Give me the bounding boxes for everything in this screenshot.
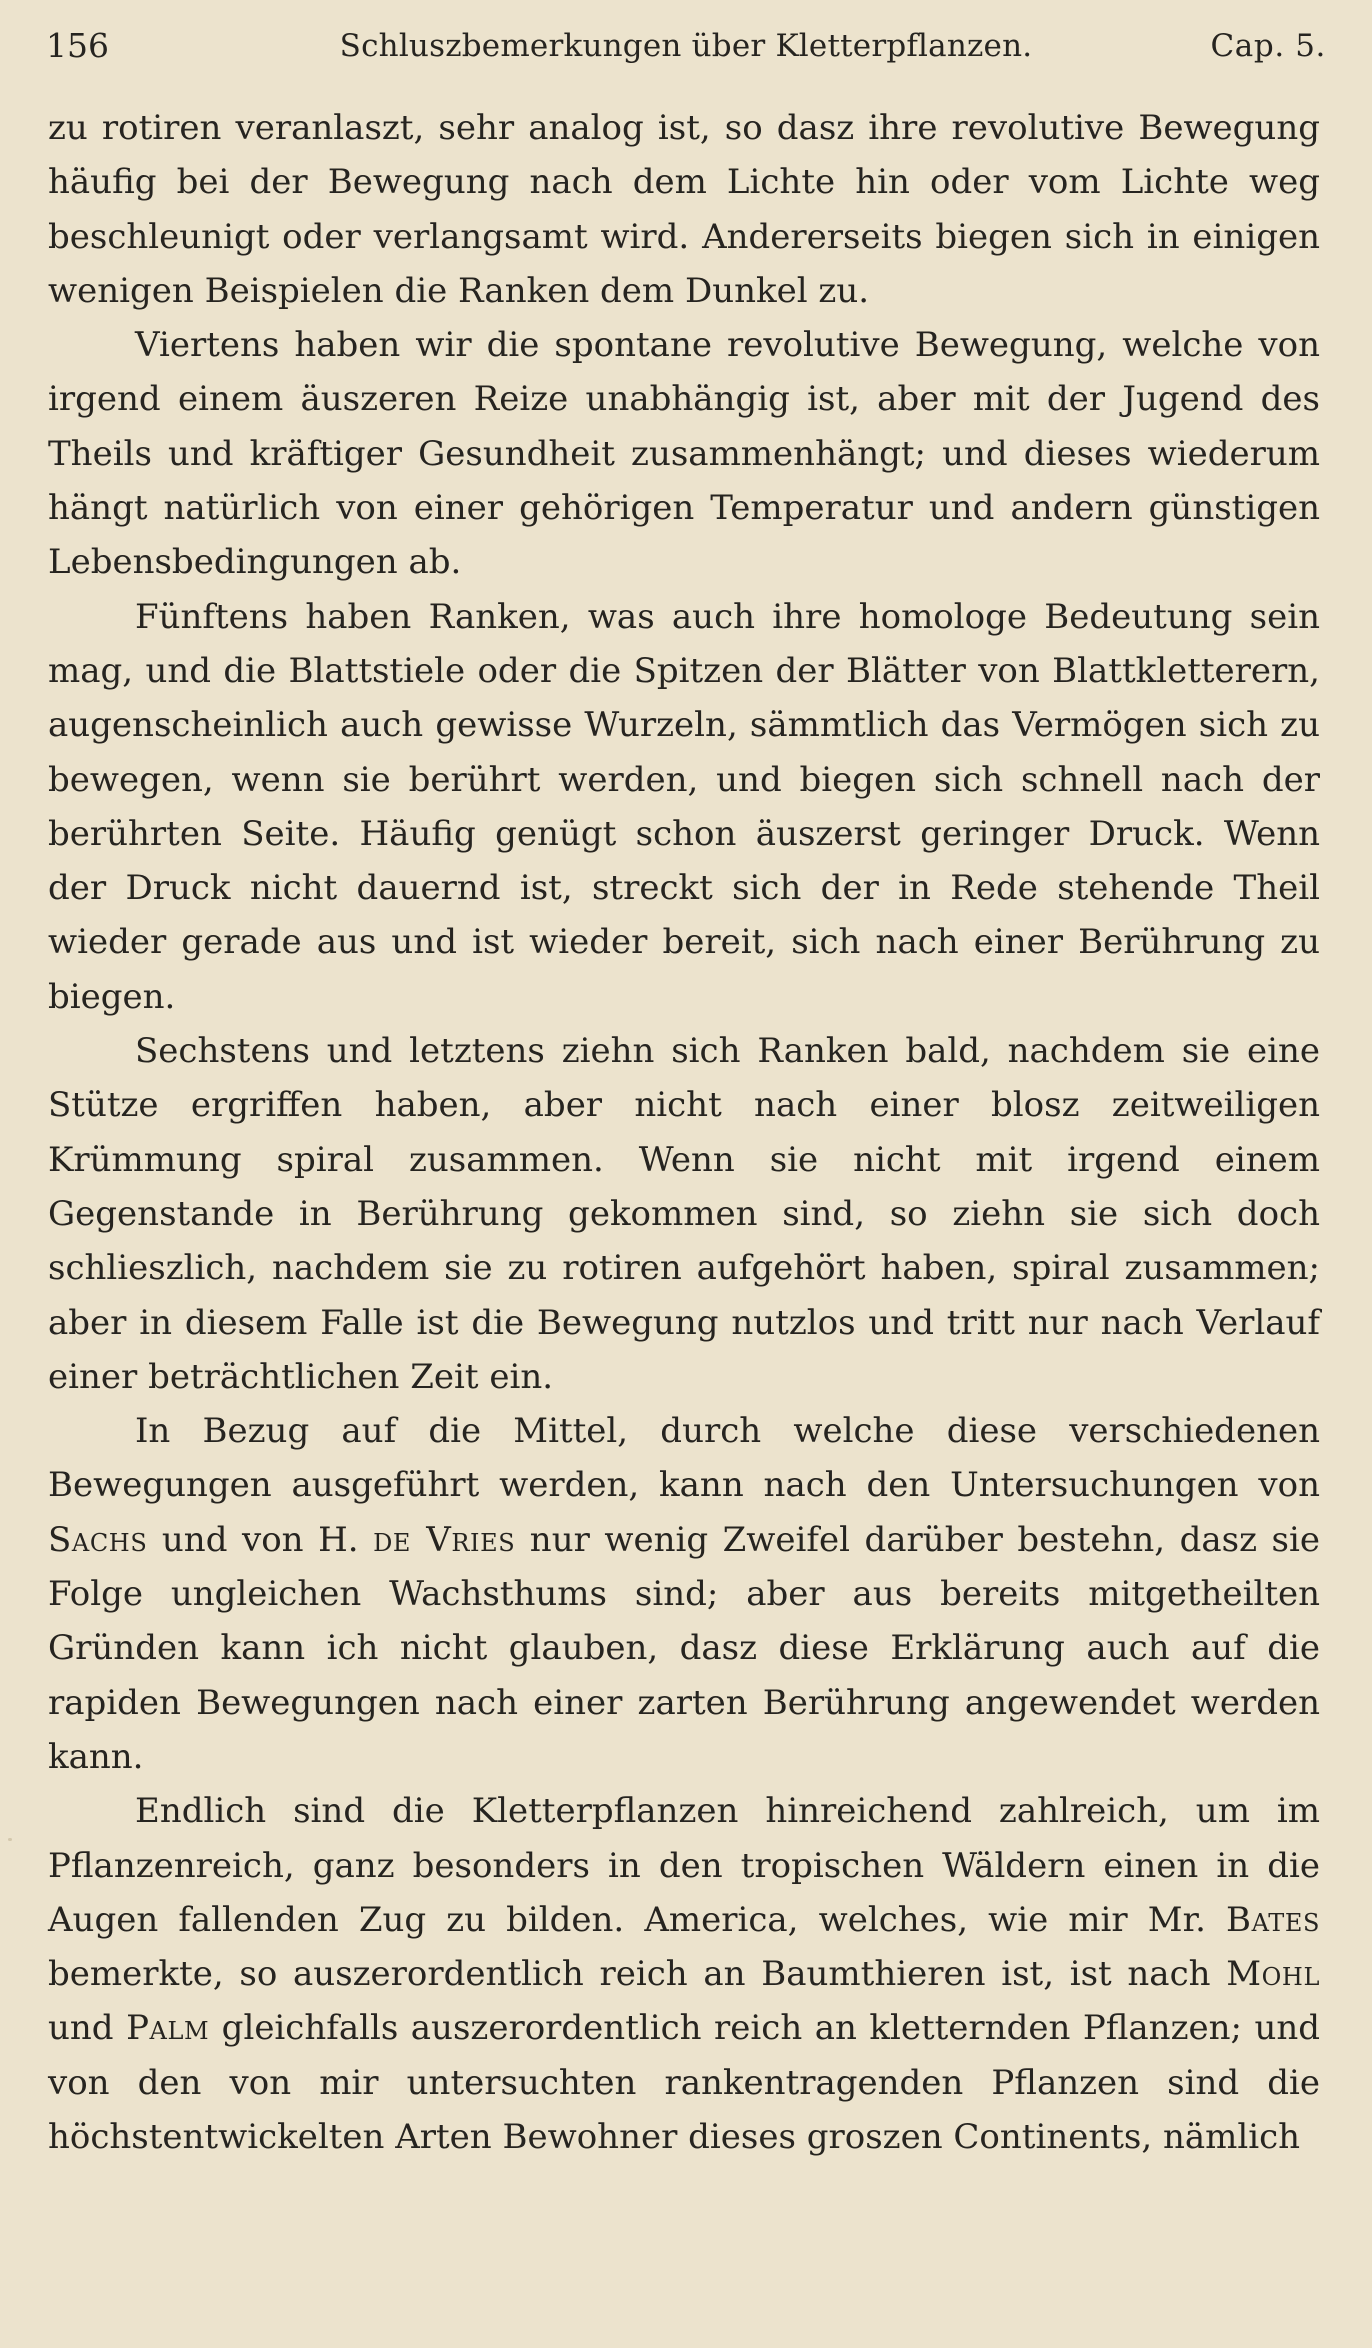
paragraph-text: Endlich sind die Kletterpflanzen hinreichend zahlreich, um im Pflanzenreich, ganz besonders in den tropischen Wäldern einen in die Augen fallenden Zug zu bilden. America, welches, wie mir Mr.: [48, 1791, 1320, 1940]
paragraph-text: und: [48, 2008, 127, 2049]
paragraph-text: In Bezug auf die Mittel, durch welche diese verschiedenen Bewegungen ausgeführt werden, kann nach den Untersuchungen von: [48, 1411, 1320, 1506]
paragraph-mittel: [48, 1404, 1320, 1784]
paragraph-fuenftens: Fünftens haben Ranken, was auch ihre homologe Bedeutung sein mag, und die Blattstiele oder die Spitzen der Blätter von Blattkletterern, augenscheinlich auch gewisse Wurzeln, sämmtlich das Vermögen sich zu bewegen, wenn sie berührt werden, und biegen sich schnell nach der berührten Seite. Häufig genügt schon äuszerst geringer Druck. Wenn der Druck nicht dauernd ist, streckt sich der in Rede stehende Theil wieder gerade aus und ist wieder bereit, sich nach einer Berührung zu biegen.: [48, 596, 1320, 1017]
running-title: Schluszbemerkungen über Kletterpflanzen.: [339, 28, 1033, 64]
author-name-mohl: Mohl: [1226, 1954, 1320, 1995]
body-text: [48, 101, 1320, 2164]
page-number: 156: [46, 26, 109, 65]
author-name-bates: Bates: [1226, 1899, 1320, 1940]
chapter-label: Cap. 5.: [1210, 28, 1326, 64]
paragraph-continuation: zu rotiren veranlaszt, sehr analog ist, so dasz ihre revolutive Bewegung häufig bei der Bewegung nach dem Lichte hin oder vom Lichte weg beschleunigt oder verlangsamt wird. Andererseits biegen sich in einigen wenigen Beispielen die Ranken dem Dunkel zu.: [48, 108, 1320, 311]
author-name-palm: Palm: [126, 2008, 210, 2049]
author-name-sachs: Sachs: [48, 1519, 148, 1560]
author-name-de-vries: de Vries: [373, 1519, 516, 1560]
paragraph-text: nur wenig Zweifel darüber bestehn, dasz sie Folge ungleichen Wachsthums sind; aber aus bereits mitgetheilten Gründen kann ich nicht glauben, dasz diese Erklärung auch auf die rapiden Bewegungen nach einer zarten Berührung angewendet werden kann.: [48, 1519, 1320, 1777]
paragraph-viertens: Viertens haben wir die spontane revolutive Bewegung, welche von irgend einem äuszeren Reize unabhängig ist, aber mit der Jugend des Theils und kräftiger Gesundheit zusammenhängt; und dieses wiederum hängt natürlich von einer gehörigen Temperatur und andern günstigen Lebensbedingungen ab.: [48, 325, 1320, 583]
paragraph-endlich: [48, 1784, 1320, 2164]
paper-speck: [8, 1838, 12, 1841]
paragraph-text: und von H.: [147, 1519, 374, 1560]
paragraph-sechstens: Sechstens und letztens ziehn sich Ranken bald, nachdem sie eine Stütze ergriffen haben, aber nicht nach einer blosz zeitweiligen Krümmung spiral zusammen. Wenn sie nicht mit irgend einem Gegenstande in Berührung gekommen sind, so ziehn sie sich doch schlieszlich, nachdem sie zu rotiren aufgehört haben, spiral zusammen; aber in diesem Falle ist die Bewegung nutzlos und tritt nur nach Verlauf einer beträchtlichen Zeit ein.: [48, 1031, 1320, 1397]
paragraph-text: bemerkte, so auszerordentlich reich an Baumthieren ist, ist nach: [48, 1954, 1227, 1995]
paragraph-text: gleichfalls auszerordentlich reich an kletternden Pflanzen; und von den von mir untersuchten rankentragenden Pflanzen sind die höchstentwickelten Arten Bewohner dieses groszen Continents, nämlich: [48, 2008, 1320, 2157]
page-header: [46, 18, 1326, 74]
